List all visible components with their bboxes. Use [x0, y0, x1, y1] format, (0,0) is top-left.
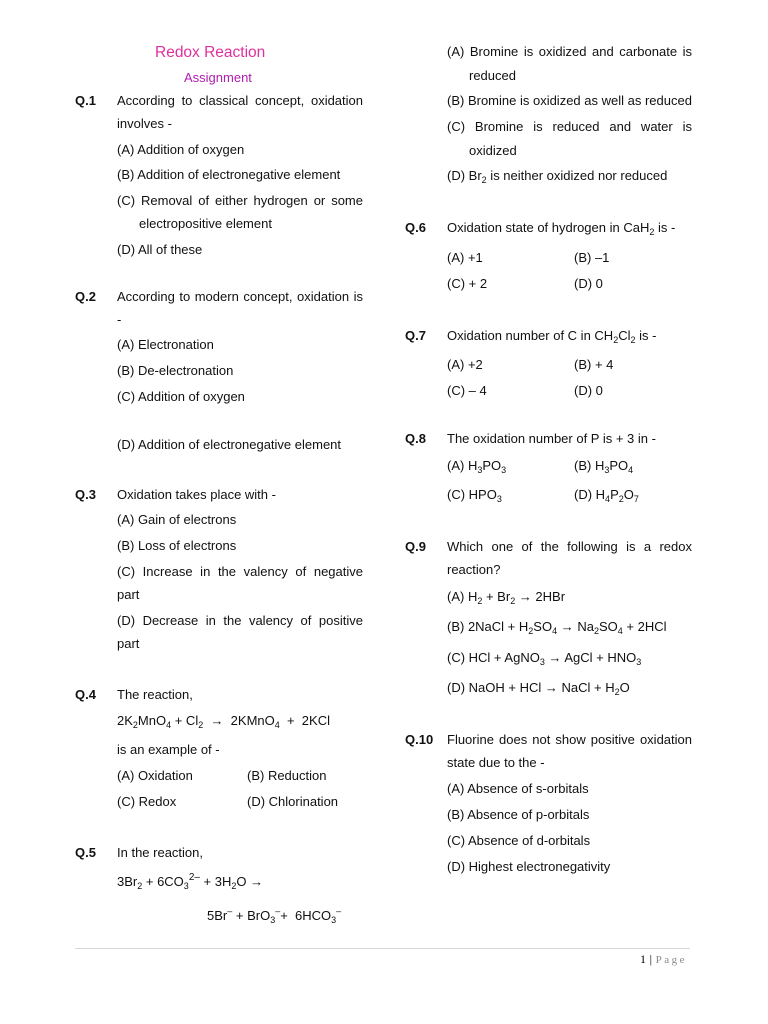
option-d: (D) Addition of electronegative element [117, 437, 342, 452]
option-b: (B) 2NaCl + $H_2SO_4 \to Na_2SO_4 + 2HCl$ [447, 619, 667, 636]
chemical-equation-continued: $5Br^- + BrO_3^-+ 6HCO_3^-$ [207, 906, 342, 925]
question-number: Q.3 [75, 487, 96, 502]
chemical-equation: $3Br_2 + 6CO_3^{2-} + 3H_2O$ → [117, 872, 264, 891]
option-a: (A) $H_3PO_3$ [447, 458, 507, 475]
option-c-continued: oxidized [469, 143, 517, 158]
question-stem: involves - [117, 116, 172, 131]
question-stem: state due to the - [447, 755, 545, 770]
question-stem: In the reaction, [117, 845, 203, 860]
question-stem: Fluorine does not show positive oxidation [447, 732, 692, 747]
option-d: (D) NaOH + HCl → NaCl + $H_2O$ [447, 680, 630, 697]
question-number: Q.2 [75, 289, 96, 304]
option-a: (A) Oxidation [117, 768, 193, 783]
option-d: (D) Chlorination [247, 794, 339, 809]
question-stem: Oxidation state of hydrogen in CaH$_2$ is - [447, 220, 676, 237]
option-b: (B) Loss of electrons [117, 538, 237, 553]
question-number: Q.8 [405, 431, 426, 446]
question-stem: is an example of - [117, 742, 220, 757]
question-stem: The reaction, [117, 687, 193, 702]
question-stem: Oxidation number of C in $CH_2Cl_2$ is - [447, 328, 657, 345]
question-number: Q.1 [75, 93, 96, 108]
question-number: Q.4 [75, 687, 96, 702]
question-number: Q.10 [405, 732, 434, 747]
option-b: (B) Addition of electronegative element [117, 167, 341, 182]
option-a: (A) Gain of electrons [117, 512, 237, 527]
option-a: (A) Absence of s-orbitals [447, 781, 589, 796]
option-d-continued: part [117, 636, 140, 651]
question-number: Q.5 [75, 845, 96, 860]
option-b: (B) Absence of p-orbitals [447, 807, 590, 822]
option-c: (C) Absence of d-orbitals [447, 833, 591, 848]
option-b: (B) Bromine is oxidized as well as reduced [447, 93, 692, 108]
option-c: (C) Bromine is reduced and water is [447, 119, 692, 134]
option-c: (C) $HPO_3$ [447, 487, 502, 504]
option-b: (B) $H_3PO_4$ [574, 458, 634, 475]
option-c: (C) HCl + AgNO$_3$ → AgCl + $HNO_3$ [447, 650, 642, 667]
option-c: (C) Addition of oxygen [117, 389, 245, 404]
option-d: (D) Decrease in the valency of positive [117, 613, 363, 628]
question-stem: Which one of the following is a redox [447, 539, 692, 554]
option-b: (B) + 4 [574, 357, 614, 372]
option-a-continued: reduced [469, 68, 516, 83]
option-b: (B) –1 [574, 250, 610, 265]
option-b: (B) Reduction [247, 768, 327, 783]
option-a: (A) $H_2 + Br_2 \to 2HBr$ [447, 589, 566, 606]
question-stem: According to modern concept, oxidation is [117, 289, 363, 304]
option-d: (D) $H_4P_2O_7$ [574, 487, 639, 504]
option-c: (C) – 4 [447, 383, 487, 398]
option-a: (A) Addition of oxygen [117, 142, 245, 157]
option-c-continued: electropositive element [139, 216, 272, 231]
option-c: (C) Removal of either hydrogen or some [117, 193, 363, 208]
option-a: (A) +1 [447, 250, 483, 265]
option-d: (D) $Br_2$ is neither oxidized nor reduced [447, 168, 668, 185]
option-c: (C) Redox [117, 794, 177, 809]
question-stem: Oxidation takes place with - [117, 487, 276, 502]
option-c: (C) Increase in the valency of negative [117, 564, 363, 579]
page-label: Page [655, 954, 688, 966]
question-stem: The oxidation number of P is + 3 in - [447, 431, 656, 446]
option-b: (B) De-electronation [117, 363, 234, 378]
footer-divider [75, 948, 690, 949]
option-d: (D) Highest electronegativity [447, 859, 611, 874]
question-stem: - [117, 312, 122, 327]
question-stem: reaction? [447, 562, 501, 577]
footer-separator: | [649, 952, 653, 966]
page-subtitle: Assignment [184, 70, 252, 85]
question-number: Q.9 [405, 539, 426, 554]
option-c-continued: part [117, 587, 140, 602]
option-a: (A) Electronation [117, 337, 214, 352]
question-number: Q.7 [405, 328, 426, 343]
option-a: (A) Bromine is oxidized and carbonate is [447, 44, 692, 59]
page-title: Redox Reaction [155, 44, 266, 61]
page-number: 1 [640, 952, 646, 966]
option-d: (D) All of these [117, 242, 203, 257]
option-c: (C) + 2 [447, 276, 488, 291]
option-a: (A) +2 [447, 357, 483, 372]
page-footer [640, 951, 687, 967]
option-d: (D) 0 [574, 383, 603, 398]
question-number: Q.6 [405, 220, 426, 235]
question-stem: According to classical concept, oxidation [117, 93, 363, 108]
chemical-equation: $2K_2MnO_4 + Cl_2$ → 2KMnO$_4$ + 2KCl [117, 713, 330, 730]
option-d: (D) 0 [574, 276, 603, 291]
